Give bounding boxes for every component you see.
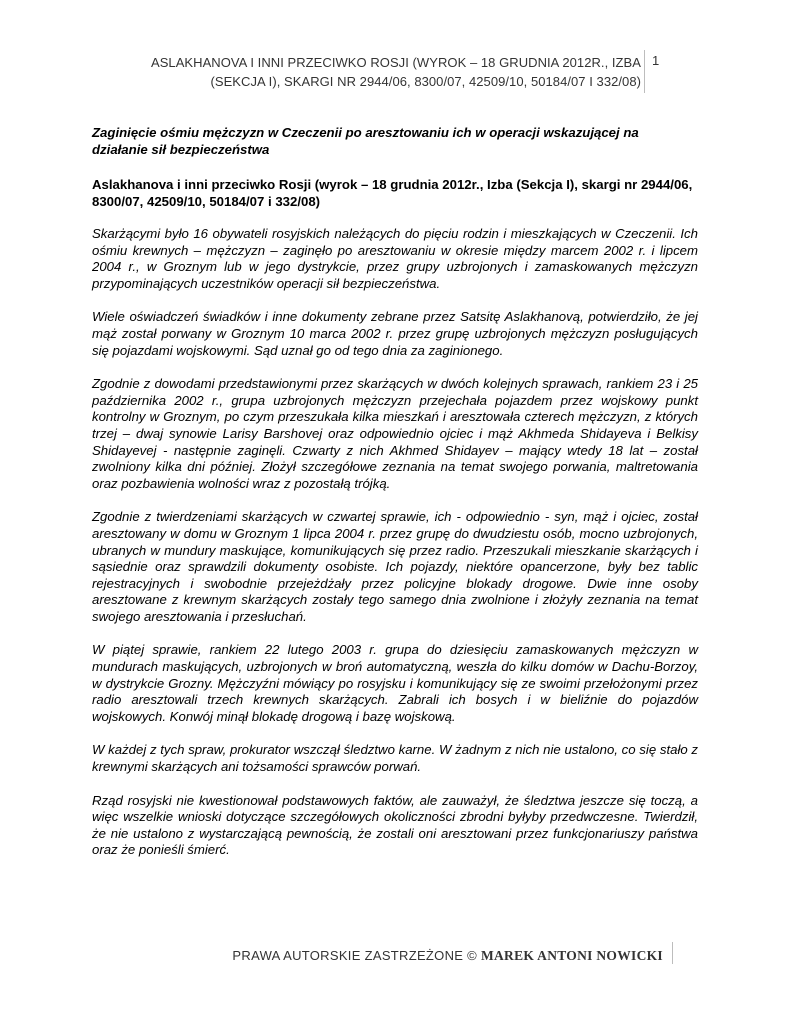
paragraph-2: Wiele oświadczeń świadków i inne dokumenty zebrane przez Satsitę Aslakhanovą, potwierdziło, że jej mąż został porwany w Groznym 10 marca 2002 r. przez grupę uzbrojonych mężczyzn posługujących się pojazdami wojskowymi. Sąd uznał go od tego dnia za zaginionego. <box>92 309 698 358</box>
page-number-divider <box>644 50 660 93</box>
document-body <box>92 124 698 876</box>
paragraph-6: W każdej z tych spraw, prokurator wszczął śledztwo karne. W żadnym z nich nie ustalono, co się stało z krewnymi skarżących ani tożsamości sprawców porwań. <box>92 742 698 775</box>
footer-author: MAREK ANTONI NOWICKI <box>480 948 663 963</box>
paragraph-5: W piątej sprawie, rankiem 22 lutego 2003 r. grupa do dziesięciu zamaskowanych mężczyzn w mundurach maskujących, uzbrojonych w broń automatyczną, weszła do kilku domów w Dachu-Borzoy, w dystrykcie Grozny. Mężczyźni mówiący po rosyjsku i komunikujący się ze swoimi przełożonymi przez radio aresztowali trzech krewnych skarżących. Zabrali ich bosych i w bieliźnie do pojazdów wojskowych. Konwój minął blokadę drogową i bazę wojskową. <box>92 642 698 724</box>
header-line-1: ASLAKHANOVA I INNI PRZECIWKO ROSJI (WYROK – 18 GRUDNIA 2012R., IZBA <box>150 55 641 70</box>
case-citation: Aslakhanova i inni przeciwko Rosji (wyrok – 18 grudnia 2012r., Izba (Sekcja I), skargi nr 2944/06, 8300/07, 42509/10, 50184/07 i 332/08) <box>92 177 693 209</box>
paragraph-7: Rząd rosyjski nie kwestionował podstawowych faktów, ale zauważył, że śledztwa jeszcze się toczą, a więc wszelkie wnioski dotyczące szczegółowych okoliczności zbrodni byłyby przedwczesne. Twierdził, że nie ustalono z wystarczającą pewnością, że zostali oni aresztowani przez funkcjonariuszy państwa oraz że ponieśli śmierć. <box>92 792 698 858</box>
page-number: 1 <box>652 53 660 68</box>
paragraph-1: Skarżącymi było 16 obywateli rosyjskich należących do pięciu rodzin i mieszkających w Czeczenii. Ich ośmiu krewnych – mężczyzn – zaginęło po aresztowaniu w okresie między marcem 2002 r. i lipcem 2004 r., w Groznym lub w jego dystrykcie, przez grupy uzbrojonych i zamaskowanych mężczyzn przypominających uczestników operacji sił bezpieczeństwa. <box>92 226 698 291</box>
page-footer <box>0 948 663 964</box>
page-header <box>0 53 641 91</box>
paragraph-4: Zgodnie z twierdzeniami skarżących w czwartej sprawie, ich - odpowiednio - syn, mąż i ojciec, został aresztowany w domu w Groznym 1 lipca 2004 r. przez grupę do dwudziestu osób, mocno uzbrojonych, ubranych w mundury maskujące, komunikujących się przez radio. Przeszukali mieszkanie skarżących i sąsiednie oraz sprawdzili dokumenty osobiste. Ich pojazdy, niektóre opancerzone, były bez tablic rejestracyjnych i swobodnie przejeżdżały przez policyjne blokady drogowe. Dwie inne osoby aresztowane z krewnym skarżących zostały tego samego dnia zwolnione i złożyły zeznania na temat swojego aresztowania i przesłuchań. <box>92 509 698 624</box>
paragraph-3: Zgodnie z dowodami przedstawionymi przez skarżących w dwóch kolejnych sprawach, rankiem 23 i 25 października 2002 r., grupa uzbrojonych mężczyzn przejechała pojazdem przez wojskowy punkt kontrolny w Groznym, po czym przeszukała kilka mieszkań i aresztowała czterech mężczyzn, z których trzej – dwaj synowie Larisy Barshovej oraz odpowiednio ojciec i mąż Akhmeda Shidayeva i Belkisy Shidayevej - następnie zaginęli. Czwarty z nich Akhmed Shidayev – mający wtedy 18 lat – został zwolniony kilka dni później. Złożył szczegółowe zeznania na temat swojego porwania, maltretowania oraz pozbawienia wolności wraz z pozostałą trójką. <box>92 376 698 491</box>
header-line-2: (SEKCJA I), SKARGI NR 2944/06, 8300/07, 42509/10, 50184/07 I 332/08) <box>210 74 641 89</box>
footer-rights: PRAWA AUTORSKIE ZASTRZEŻONE © <box>232 948 478 963</box>
footer-divider <box>672 942 673 964</box>
document-title: Zaginięcie ośmiu mężczyzn w Czeczenii po aresztowaniu ich w operacji wskazującej na działanie sił bezpieczeństwa <box>92 125 639 157</box>
